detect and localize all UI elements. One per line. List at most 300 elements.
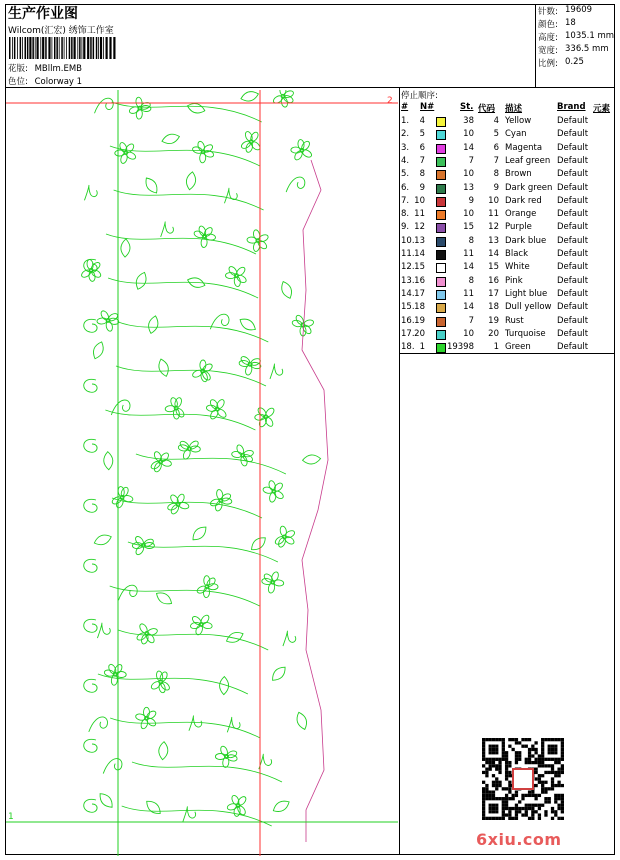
colorway-field [8, 75, 82, 87]
qr-module [551, 758, 554, 761]
header-code: 代码 [478, 104, 496, 114]
qr-module [492, 790, 495, 793]
qr-module [492, 781, 495, 784]
qr-module [495, 784, 498, 787]
qr-module [498, 768, 501, 771]
barcode-bar [27, 37, 29, 59]
vine-stem [116, 366, 266, 386]
qr-module [495, 777, 498, 780]
row-stitches: 7 [468, 155, 474, 166]
qr-module [557, 781, 560, 784]
row-num: 13. [401, 275, 415, 286]
flower-petal [205, 576, 216, 587]
qr-module [508, 817, 511, 820]
qr-module [515, 817, 518, 820]
barcode-bar [69, 37, 71, 59]
qr-module [554, 738, 557, 741]
qr-module [492, 794, 495, 797]
barcode-bar [59, 37, 60, 59]
qr-module [561, 768, 564, 771]
qr-module [551, 745, 554, 748]
row-code: 16 [488, 275, 499, 286]
row-n: 20 [414, 328, 425, 339]
barcode-bar [35, 37, 36, 59]
qr-module [508, 764, 511, 767]
qr-module [495, 807, 498, 810]
qr-module [482, 810, 485, 813]
barcode-bar [48, 37, 50, 59]
row-num: 15. [401, 302, 415, 313]
row-code: 10 [488, 195, 499, 206]
row-brand: Default [557, 342, 589, 353]
qr-module [557, 804, 560, 807]
color-swatch [436, 144, 446, 154]
qr-module [548, 771, 551, 774]
row-description: Rust [505, 315, 524, 326]
qr-module [554, 800, 557, 803]
flower-petal [245, 142, 254, 153]
qr-module [561, 754, 564, 757]
row-num: 6. [401, 182, 410, 193]
qr-module [528, 748, 531, 751]
qr-module [544, 797, 547, 800]
qr-module [525, 813, 528, 816]
row-num: 10. [401, 235, 415, 246]
qr-module [505, 764, 508, 767]
qr-module [502, 810, 505, 813]
stat-label: 针数: [538, 7, 558, 17]
header-brand: Brand [557, 102, 586, 112]
pattern-field [8, 62, 82, 74]
qr-module [515, 741, 518, 744]
barcode-bar [77, 37, 78, 59]
vine-stem [114, 190, 264, 210]
row-description: Pink [505, 275, 523, 286]
qr-module [502, 745, 505, 748]
barcode-bar [109, 37, 111, 59]
qr-module [538, 761, 541, 764]
qr-module [554, 748, 557, 751]
flower-petal [128, 106, 139, 115]
qr-module [485, 768, 488, 771]
row-num: 16. [401, 315, 415, 326]
stat-value: 1035.1 mm [565, 31, 615, 41]
color-swatch [436, 170, 446, 180]
qr-module [482, 817, 485, 820]
row-n: 19 [414, 315, 425, 326]
row-stitches: 8 [468, 235, 474, 246]
qr-module [548, 787, 551, 790]
qr-module [551, 777, 554, 780]
qr-module [489, 804, 492, 807]
vine-stem [108, 278, 258, 298]
qr-module [518, 741, 521, 744]
stat-row [538, 44, 609, 56]
row-code: 17 [488, 288, 499, 299]
qr-module [482, 807, 485, 810]
qr-module [498, 784, 501, 787]
qr-module [541, 745, 544, 748]
qr-module [557, 771, 560, 774]
qr-module [557, 807, 560, 810]
qr-module [489, 768, 492, 771]
qr-module [485, 797, 488, 800]
qr-module [495, 758, 498, 761]
qr-module [495, 817, 498, 820]
vine-stem [122, 806, 272, 826]
flower-petal [219, 745, 228, 757]
flower-petal [236, 795, 247, 806]
leaf [161, 133, 180, 145]
qr-module [489, 738, 492, 741]
row-stitches: 38 [463, 116, 474, 126]
qr-module [515, 761, 518, 764]
row-num: 17. [401, 328, 415, 339]
qr-module [482, 754, 485, 757]
color-swatch [436, 184, 446, 194]
row-num: 9. [401, 222, 410, 233]
qr-module [489, 761, 492, 764]
qr-module [551, 784, 554, 787]
barcode-bar [90, 37, 92, 59]
qr-module [502, 817, 505, 820]
leaf [144, 798, 163, 817]
qr-module [505, 761, 508, 764]
qr-module [485, 738, 488, 741]
color-swatch [436, 277, 446, 287]
colorway-label: 色位: [8, 77, 28, 87]
qr-module [541, 790, 544, 793]
barcode-bar [45, 37, 47, 59]
qr-module [548, 745, 551, 748]
barcode-bar [9, 37, 11, 59]
qr-module [554, 771, 557, 774]
row-description: Light blue [505, 288, 548, 299]
flower-petal [107, 663, 117, 675]
qr-module [489, 817, 492, 820]
color-swatch [436, 263, 446, 273]
leaf [184, 171, 198, 191]
qr-module [505, 754, 508, 757]
leaf [146, 315, 161, 335]
qr-module [541, 741, 544, 744]
qr-module [538, 804, 541, 807]
edge-curl [84, 379, 97, 392]
row-stitches: 10 [463, 169, 474, 180]
qr-module [534, 751, 537, 754]
qr-module [561, 817, 564, 820]
row-description: Brown [505, 169, 532, 180]
qr-module [482, 741, 485, 744]
qr-module [508, 807, 511, 810]
color-swatch [436, 157, 446, 167]
row-brand: Default [557, 182, 589, 193]
qr-module [548, 738, 551, 741]
design-edge-border [302, 160, 328, 842]
qr-module [554, 751, 557, 754]
edge-curl [84, 739, 97, 752]
qr-module [548, 797, 551, 800]
qr-module [551, 751, 554, 754]
qr-module [561, 794, 564, 797]
qr-module [498, 781, 501, 784]
qr-module [561, 784, 564, 787]
barcode-bar [40, 37, 41, 59]
colorway-value: Colorway 1 [34, 77, 83, 87]
qr-module [485, 790, 488, 793]
qr-module [548, 758, 551, 761]
qr-module [518, 758, 521, 761]
qr-module [482, 738, 485, 741]
leaf [302, 455, 320, 464]
stat-row [538, 31, 615, 43]
vine-curl [161, 222, 174, 237]
qr-module [521, 745, 524, 748]
row-stitches: 7 [468, 315, 474, 326]
qr-module [508, 797, 511, 800]
color-swatch [436, 237, 446, 247]
qr-module [544, 810, 547, 813]
qr-module [551, 787, 554, 790]
barcode-bar [106, 37, 108, 59]
row-description: Yellow [505, 116, 532, 126]
leaf [93, 533, 113, 546]
qr-module [489, 745, 492, 748]
color-swatch [436, 223, 446, 233]
row-description: Leaf green [505, 155, 551, 166]
qr-module [541, 758, 544, 761]
qr-module [528, 817, 531, 820]
row-description: Purple [505, 222, 532, 233]
barcode-bar [93, 37, 95, 59]
qr-module [561, 738, 564, 741]
qr-module [561, 810, 564, 813]
row-brand: Default [557, 235, 589, 246]
flower-petal [200, 614, 211, 626]
qr-module [561, 748, 564, 751]
qr-module [508, 761, 511, 764]
qr-module [515, 758, 518, 761]
row-code: 9 [493, 182, 499, 193]
qr-module [561, 751, 564, 754]
color-swatch [436, 290, 446, 300]
barcode-bar [20, 37, 22, 59]
qr-module [541, 751, 544, 754]
qr-module [557, 797, 560, 800]
qr-module [482, 813, 485, 816]
row-num: 1. [401, 116, 410, 126]
qr-module [495, 787, 498, 790]
row-code: 6 [493, 142, 499, 153]
vine-curl [286, 177, 305, 192]
row-stitches: 9 [468, 195, 474, 206]
qr-module [538, 774, 541, 777]
qr-module [531, 817, 534, 820]
row-brand: Default [557, 116, 589, 126]
row-num: 5. [401, 169, 410, 180]
qr-module [544, 787, 547, 790]
flower-petal [257, 406, 268, 418]
qr-module [554, 813, 557, 816]
vine-curl [283, 631, 296, 646]
flower-petal [263, 572, 274, 583]
embroidery-design-preview [6, 90, 398, 856]
qr-module [548, 748, 551, 751]
qr-module [512, 794, 515, 797]
row-num: 8. [401, 209, 410, 220]
qr-module [544, 764, 547, 767]
qr-module [495, 810, 498, 813]
leaf [225, 630, 245, 644]
qr-module [551, 810, 554, 813]
flower-petal [167, 502, 179, 511]
qr-module [534, 810, 537, 813]
qr-module [508, 738, 511, 741]
qr-module [534, 768, 537, 771]
qr-module [482, 800, 485, 803]
qr-module [554, 761, 557, 764]
row-brand: Default [557, 249, 589, 259]
qr-module [531, 761, 534, 764]
qr-module [492, 745, 495, 748]
qr-module [534, 761, 537, 764]
leaf [154, 589, 174, 608]
row-n: 18 [414, 302, 425, 313]
barcode-bar [83, 37, 85, 59]
qr-module [495, 804, 498, 807]
barcode-bar [37, 37, 39, 59]
qr-module [489, 797, 492, 800]
qr-module [505, 813, 508, 816]
vine-curl [95, 98, 114, 113]
qr-module [531, 810, 534, 813]
leaf [120, 238, 132, 257]
row-description: Orange [505, 209, 537, 220]
qr-module [525, 810, 528, 813]
barcode-bar [82, 37, 83, 59]
qr-module [502, 748, 505, 751]
qr-module [531, 794, 534, 797]
qr-module [498, 738, 501, 741]
barcode-bar [61, 37, 63, 59]
vine-curl [103, 759, 122, 774]
qr-module [505, 751, 508, 754]
qr-module [492, 761, 495, 764]
qr-module [482, 751, 485, 754]
row-brand: Default [557, 302, 589, 313]
company-name: Wilcom(汇宏) 绣饰工作室 [8, 26, 114, 36]
qr-module [502, 807, 505, 810]
qr-module [541, 774, 544, 777]
barcode-bar [100, 37, 102, 59]
qr-module [489, 758, 492, 761]
qr-module [534, 794, 537, 797]
qr-module [518, 800, 521, 803]
barcode-bar [103, 37, 104, 59]
qr-module [557, 768, 560, 771]
qr-module [531, 790, 534, 793]
row-stitches: 13 [463, 182, 474, 193]
row-brand: Default [557, 275, 589, 286]
qr-module [492, 738, 495, 741]
qr-module [554, 758, 557, 761]
barcode-bar [79, 37, 81, 59]
watermark-site: 6xiu.com [476, 830, 562, 849]
row-description: Dull yellow [505, 302, 552, 313]
color-swatch [436, 330, 446, 340]
qr-module [495, 745, 498, 748]
row-code: 4 [493, 116, 499, 126]
vine-curl [259, 754, 272, 769]
vine-curl [89, 717, 108, 732]
qr-module [505, 794, 508, 797]
qr-module [551, 771, 554, 774]
qr-module [531, 813, 534, 816]
row-stitches: 11 [463, 249, 474, 259]
qr-module [508, 813, 511, 816]
qr-module [557, 758, 560, 761]
stat-label: 比例: [538, 59, 558, 69]
color-swatch [436, 317, 446, 327]
qr-module [538, 777, 541, 780]
qr-module [505, 771, 508, 774]
qr-module [528, 804, 531, 807]
vine-curl [270, 364, 283, 379]
flower-petal [80, 268, 92, 278]
qr-module [525, 804, 528, 807]
qr-module [541, 748, 544, 751]
stat-value: 19609 [565, 5, 593, 15]
qr-module [541, 754, 544, 757]
qr-module [544, 771, 547, 774]
vine-curl [84, 185, 97, 200]
barcode-bar [71, 37, 73, 59]
flower-petal [200, 371, 208, 382]
row-stitches: 10 [463, 328, 474, 339]
qr-module [531, 748, 534, 751]
row-stitches: 19398 [446, 342, 474, 353]
qr-module [482, 758, 485, 761]
flower-petal [226, 750, 238, 759]
qr-module [508, 810, 511, 813]
color-swatch [436, 343, 446, 353]
row-brand: Default [557, 315, 589, 326]
qr-module [521, 794, 524, 797]
row-stitches: 14 [463, 262, 474, 273]
row-n: 13 [414, 235, 425, 246]
row-n: 5 [419, 129, 425, 140]
panel-divider [399, 87, 400, 855]
vine-curl [224, 188, 237, 203]
flower-petal [244, 131, 254, 143]
row-brand: Default [557, 288, 589, 299]
stats-divider [535, 4, 536, 87]
row-brand: Default [557, 129, 589, 140]
qr-module [554, 794, 557, 797]
qr-module [492, 817, 495, 820]
qr-module [561, 807, 564, 810]
barcode-bar [98, 37, 99, 59]
qr-module [541, 804, 544, 807]
qr-module [544, 781, 547, 784]
flower-petal [236, 444, 245, 456]
qr-module [505, 800, 508, 803]
qr-module [554, 784, 557, 787]
row-stitches: 14 [463, 302, 474, 313]
barcode-bar [56, 37, 58, 59]
qr-module [541, 781, 544, 784]
leaf [157, 358, 169, 377]
